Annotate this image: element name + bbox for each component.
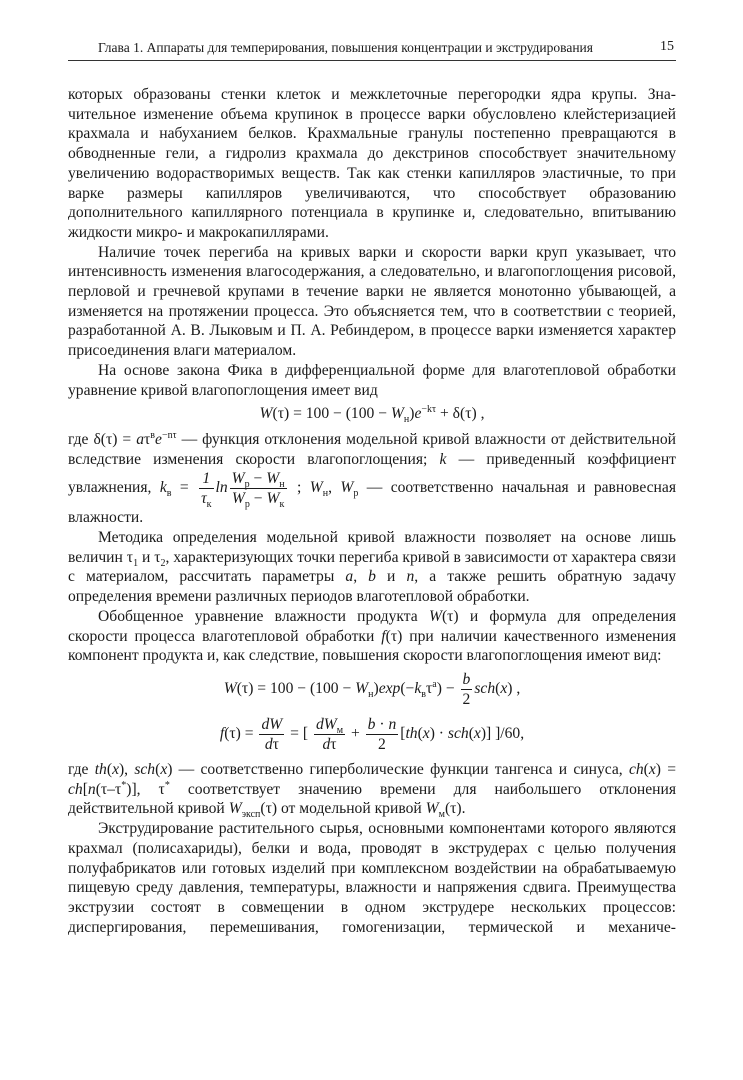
math-symbol: b [367,715,376,733]
formula [68,404,676,424]
text-run: (τ) = 100 − (100 − [236,680,356,698]
text-run: ( [155,760,161,778]
paragraph [68,819,676,937]
denominator [366,735,399,754]
math-symbol: d [322,735,331,753]
subscript: н [279,479,285,491]
text-run: τ [272,735,279,753]
math-symbol: th [94,760,107,778]
text-run: = [171,479,198,497]
math-symbol: a [136,430,144,448]
text-run: τ [426,680,433,698]
text-run: Обобщенное уравнение влажности продукта [98,607,429,625]
text-run: Наличие точек перегиба на кривых варки и скорости варки круп указывает, что интенсивность изменения влагосодержания, а следовательно, и влагопоглощения рисовой, перловой и гречневой крупами в течение варки не является монотонно убывающей, а изменяется на протяжении процесса. Это объясняется тем, что в соответствии с теорией, разработанной А. В. Лыковым и П. А. Ребиндером, в процессе варки изменяется характер присоединения влаги материалом. [68,243,676,360]
subscript: 2 [160,557,166,569]
superscript: * [121,779,127,791]
superscript: −kτ [421,404,437,416]
chapter-title: Глава 1. Аппараты для темперирования, повышения концентрации и экструдирования [98,40,593,55]
math-symbol: e [414,405,422,423]
page-number: 15 [660,39,674,54]
math-symbol: b [368,568,376,586]
numerator [461,670,473,690]
text-run: [ [400,725,406,743]
denominator [314,735,345,754]
math-symbol: k [159,479,167,497]
math-symbol: dW [315,715,337,733]
text-run: + [347,725,364,743]
formula [68,670,676,709]
text-run: (τ) от модельной кривой [260,800,426,818]
text-run: , [328,479,341,497]
subscript: м [438,809,445,821]
text-run: которых образованы стенки клеток и межклеточные перегородки ядра крупы. Значительное изменение объема крупинок в процессе варки обусловлено клейстеризацией крахмала и набуханием белков. Крахмальные гранулы постепенно превращаются в обводненные гели, а гидролиз крахмала до декстринов способствует значительному увеличению водорастворимых веществ. Так как стенки капилляров эластичные, то при варке размеры капилляров увеличиваются, что способствует образованию дополнительного капиллярного потенциала в крупинке и, следовательно, впитыванию жидкости микро- и макрокапиллярами. [68,86,676,241]
math-symbol: k [414,680,422,698]
subscript: н [368,689,374,701]
subscript: эксп [241,809,261,821]
text-run: = [ [286,725,312,743]
fraction [461,670,473,709]
math-symbol: W [266,490,280,508]
math-symbol: W [355,680,369,698]
math-symbol: 1 [202,470,211,488]
math-symbol: ch [68,780,83,798]
text-run: соответствует значению времени для наибольшего отклонения действительной кривой [68,780,676,818]
text-run: (τ). [444,800,466,818]
text-run: )], τ [126,780,165,798]
math-symbol: x [160,760,168,778]
subscript: в [421,689,426,701]
text-run: )] ]/60, [480,725,525,743]
math-symbol: a [345,568,354,586]
math-symbol: W [340,479,354,497]
numerator [199,469,213,489]
subscript: 1 [133,557,139,569]
math-symbol: b [462,670,471,688]
superscript: в [150,429,156,441]
text-run: ) — соответственно гиперболические функции тангенса и синуса, [167,760,629,778]
superscript: −nτ [161,429,177,441]
math-symbol: W [428,607,442,625]
fraction [314,715,345,754]
text-run: [ [82,780,88,798]
text-run: ; [288,479,310,497]
math-symbol: f [219,725,225,743]
math-symbol: W [228,800,242,818]
text-run: — приведенный коэффициент увлажнения, [68,450,676,497]
text-run: ) [373,680,379,698]
running-header [68,36,676,61]
text-run: и [375,568,407,586]
paragraph [68,243,676,361]
math-symbol: W [259,405,273,423]
text-run: ) · [429,725,448,743]
text-run: − [249,490,267,508]
math-symbol: sch [447,725,469,743]
paragraph [68,528,676,607]
math-symbol: W [390,405,404,423]
text-run: и τ [138,548,161,566]
text-run: , характеризующих точки перегиба кривой в зависимости от характера связи с материалом, рассчитать параметры [68,548,676,586]
math-symbol: x [473,725,481,743]
numerator [314,715,345,735]
math-symbol: exp [378,680,401,698]
math-symbol: n [406,568,415,586]
subscript: p [244,479,250,491]
text-run: ( [495,680,501,698]
math-symbol: k [439,450,447,468]
math-symbol: ch [628,760,644,778]
math-symbol: W [223,680,237,698]
math-symbol: τ [201,490,207,508]
math-symbol: x [112,760,119,778]
subscript: н [403,414,410,426]
text-run: (− [400,680,415,698]
subscript: н [322,488,329,500]
text-run: ) , [507,680,521,698]
math-symbol: f [381,627,386,645]
text-run: (τ) при наличии качественного изменения компонент продукта и, как следствие, повышения скорости влагопоглощения имеют вид: [68,627,676,665]
math-symbol: x [648,760,656,778]
numerator [230,469,287,489]
text-run: ( [643,760,649,778]
denominator [199,489,213,511]
page-body [68,85,676,937]
subscript: в [166,488,172,500]
text-run: , [353,568,369,586]
math-symbol: th [405,725,418,743]
superscript: * [164,779,170,791]
subscript: p [244,499,250,511]
paragraph [68,607,676,666]
numerator [259,715,284,735]
text-run: ), [118,760,135,778]
text-run: На основе закона Фика в дифференциальной форме для влаготепловой обработки уравнение кривой влагопоглощения имеет вид [68,361,676,399]
denominator [259,735,284,754]
paragraph [68,430,676,528]
math-symbol: sch [474,680,496,698]
subscript: к [206,499,212,511]
text-run: ( [468,725,474,743]
subscript: м [336,725,344,737]
paragraph [68,85,676,243]
text-run: · [375,715,389,733]
math-symbol: W [425,800,439,818]
numerator [366,715,399,735]
math-symbol: W [231,490,245,508]
denominator [461,690,473,709]
fraction [259,715,284,754]
text-run: (τ) = 100 − (100 − [272,405,391,423]
text-run: где δ(τ) = [68,430,137,448]
math-symbol: n [87,780,96,798]
text-run: 2 [462,690,471,708]
text-run: + δ(τ) , [436,405,485,423]
math-symbol: sch [134,760,156,778]
fraction [230,469,287,511]
subscript: к [279,499,285,511]
text-run: Экструдирование растительного сырья, основными компонентами которого являются крахмал (полисахариды), белки и вода, проводят в экструдерах с целью получения полуфабрикатов или готовых изделий при комплексном воздействии на обрабатываемую пищевую среду давления, температуры, влажности и напряжения сдвига. Преимущества экструзии состоят в совмещении в одном экструдере нескольких процессов: диспергирования, перемешивания, гомогенизации, термической и механиче- [68,820,676,936]
math-symbol: ln [215,479,228,497]
denominator [230,489,287,511]
text-run: где [68,760,95,778]
text-run: (τ–τ [95,780,122,798]
text-run: ( [417,725,423,743]
math-symbol: d [264,735,273,753]
fraction [199,469,213,511]
math-symbol: W [266,470,280,488]
math-symbol: dW [261,715,283,733]
subscript: р [353,488,359,500]
superscript: a [432,678,437,690]
paragraph [68,361,676,400]
text-run: Методика определения модельной кривой влажности позволяет на основе лишь величин τ [68,529,676,566]
fraction [366,715,399,754]
text-run: 2 [378,735,386,753]
math-symbol: x [500,680,508,698]
text-run: − [249,470,267,488]
text-run: , а также решить обратную задачу определения времени различных периодов влаготепловой обработки. [68,568,676,606]
text-run: (τ) = [224,725,258,743]
math-symbol: e [155,430,162,448]
text-run: — соответственно начальная и равновесная влажности. [68,479,676,527]
text-run: ) = [655,760,677,778]
text-run: ) [409,405,415,423]
math-symbol: W [309,479,323,497]
math-symbol: n [388,715,397,733]
math-symbol: x [422,725,430,743]
paragraph [68,760,676,819]
text-run: (τ) и формула для определения скорости процесса влаготепловой обработки [68,607,676,645]
text-run: — функция отклонения модельной кривой влажности от действительной вследствие изменения скорости влагопоглощения; [68,430,676,468]
text-run: τ [330,735,337,753]
text-run: ) − [436,680,459,698]
formula [68,715,676,754]
text-run: τ [144,430,151,448]
text-run: ( [106,760,113,778]
math-symbol: W [231,470,245,488]
